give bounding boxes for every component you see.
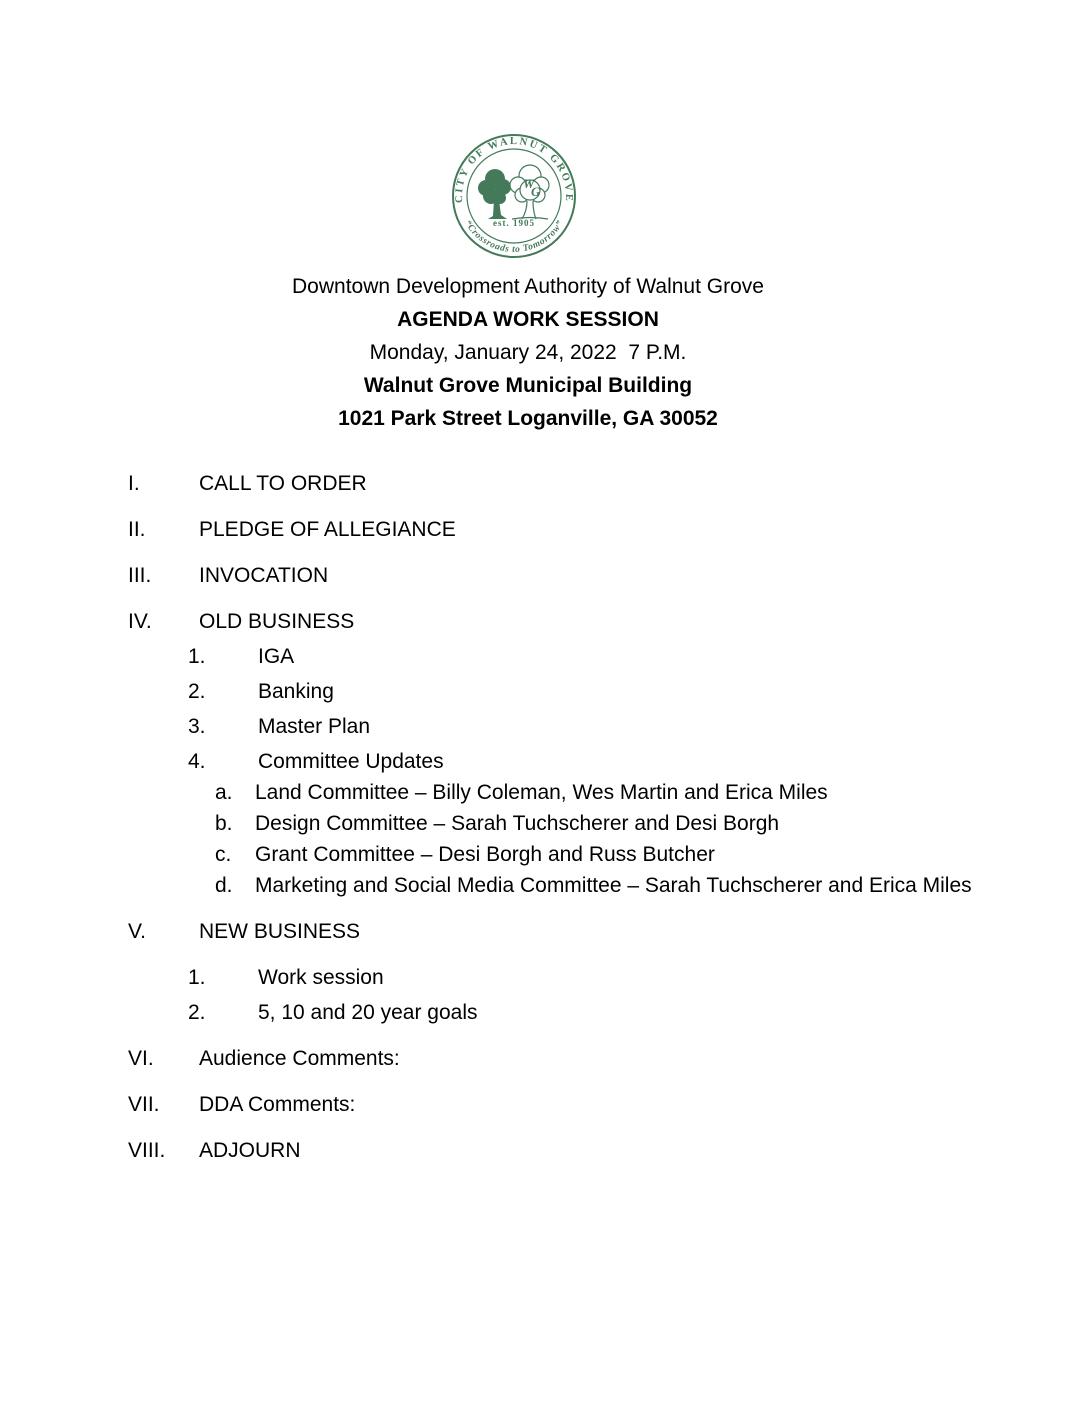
agenda-item bbox=[0, 964, 1088, 992]
agenda-item-marker: 2. bbox=[188, 680, 206, 703]
agenda-item bbox=[0, 1091, 1088, 1119]
agenda-item-label: IGA bbox=[258, 645, 295, 668]
agenda-item-label: Master Plan bbox=[258, 715, 371, 738]
agenda-item bbox=[0, 470, 1088, 498]
agenda-item-label: Audience Comments: bbox=[199, 1047, 400, 1070]
agenda-item-marker: 3. bbox=[188, 715, 206, 738]
agenda-item bbox=[0, 841, 1088, 869]
header-line-5: 1021 Park Street Loganville, GA 30052 bbox=[338, 407, 718, 430]
agenda-item bbox=[0, 918, 1088, 946]
agenda-item bbox=[0, 999, 1088, 1027]
agenda-item bbox=[0, 748, 1088, 776]
agenda-item-label: ADJOURN bbox=[199, 1139, 301, 1162]
agenda-item-marker: IV. bbox=[128, 610, 152, 633]
agenda-item-label: Land Committee – Billy Coleman, Wes Martin and Erica Miles bbox=[255, 781, 828, 804]
header-line-3: Monday, January 24, 2022 7 P.M. bbox=[369, 341, 687, 364]
seal-monogram-w: W bbox=[523, 176, 535, 191]
seal-monogram-g: G bbox=[531, 184, 541, 199]
agenda-item-label: OLD BUSINESS bbox=[199, 610, 355, 633]
seal-inner-ring bbox=[467, 149, 561, 243]
agenda-item bbox=[0, 872, 1088, 900]
agenda-item-label: DDA Comments: bbox=[199, 1093, 356, 1116]
agenda-item bbox=[0, 779, 1088, 807]
agenda-item-marker: VII. bbox=[128, 1093, 160, 1116]
agenda-item-label: Banking bbox=[258, 680, 334, 703]
agenda-item bbox=[0, 810, 1088, 838]
city-seal-svg bbox=[450, 132, 578, 260]
agenda-item bbox=[0, 643, 1088, 671]
agenda-item bbox=[0, 713, 1088, 741]
agenda-item bbox=[0, 1045, 1088, 1073]
agenda-item-marker: 1. bbox=[188, 966, 206, 989]
header-line-1: Downtown Development Authority of Walnut Grove bbox=[292, 275, 764, 298]
document-header bbox=[0, 270, 1056, 435]
seal-outer-ring bbox=[453, 135, 575, 257]
agenda-item-marker: c. bbox=[215, 843, 232, 866]
seal-top-text: CITY OF WALNUT GROVE bbox=[453, 136, 575, 204]
agenda-item bbox=[0, 608, 1088, 636]
agenda-item bbox=[0, 678, 1088, 706]
seal-est-text: est. 1905 bbox=[493, 218, 535, 228]
agenda-item-label: Grant Committee – Desi Borgh and Russ Butcher bbox=[255, 843, 715, 866]
agenda-item-marker: a. bbox=[215, 781, 233, 804]
agenda-item-marker: I. bbox=[128, 472, 140, 495]
agenda-item-marker: 1. bbox=[188, 645, 206, 668]
agenda-item-label: INVOCATION bbox=[199, 564, 329, 587]
agenda-item-marker: b. bbox=[215, 812, 233, 835]
agenda-item-label: Committee Updates bbox=[258, 750, 444, 773]
city-seal-logo bbox=[450, 132, 578, 260]
agenda-item-label: NEW BUSINESS bbox=[199, 920, 361, 943]
agenda-list bbox=[0, 470, 1088, 1165]
agenda-item-marker: V. bbox=[128, 920, 146, 943]
outline-tree-icon bbox=[510, 165, 549, 219]
seal-bottom-text: “Crossroads to Tomorrow” bbox=[462, 218, 566, 255]
agenda-item-marker: II. bbox=[128, 518, 146, 541]
agenda-item-marker: d. bbox=[215, 874, 233, 897]
header-line-2: AGENDA WORK SESSION bbox=[397, 308, 659, 331]
agenda-item bbox=[0, 516, 1088, 544]
agenda-item-label: PLEDGE OF ALLEGIANCE bbox=[199, 518, 456, 541]
agenda-item-marker: VIII. bbox=[128, 1139, 166, 1162]
agenda-item-label: Work session bbox=[258, 966, 384, 989]
agenda-item-label: 5, 10 and 20 year goals bbox=[258, 1001, 478, 1024]
agenda-item-marker: 2. bbox=[188, 1001, 206, 1024]
agenda-item bbox=[0, 1137, 1088, 1165]
agenda-item-label: Design Committee – Sarah Tuchscherer and Desi Borgh bbox=[255, 812, 780, 835]
agenda-item-marker: VI. bbox=[128, 1047, 154, 1070]
agenda-item-label: CALL TO ORDER bbox=[199, 472, 367, 495]
agenda-item-label: Marketing and Social Media Committee – Sarah Tuchscherer and Erica Miles bbox=[255, 874, 972, 897]
agenda-item-marker: III. bbox=[128, 564, 152, 587]
solid-tree-icon bbox=[478, 169, 511, 219]
agenda-item bbox=[0, 562, 1088, 590]
agenda-item-marker: 4. bbox=[188, 750, 206, 773]
header-line-4: Walnut Grove Municipal Building bbox=[363, 374, 693, 397]
